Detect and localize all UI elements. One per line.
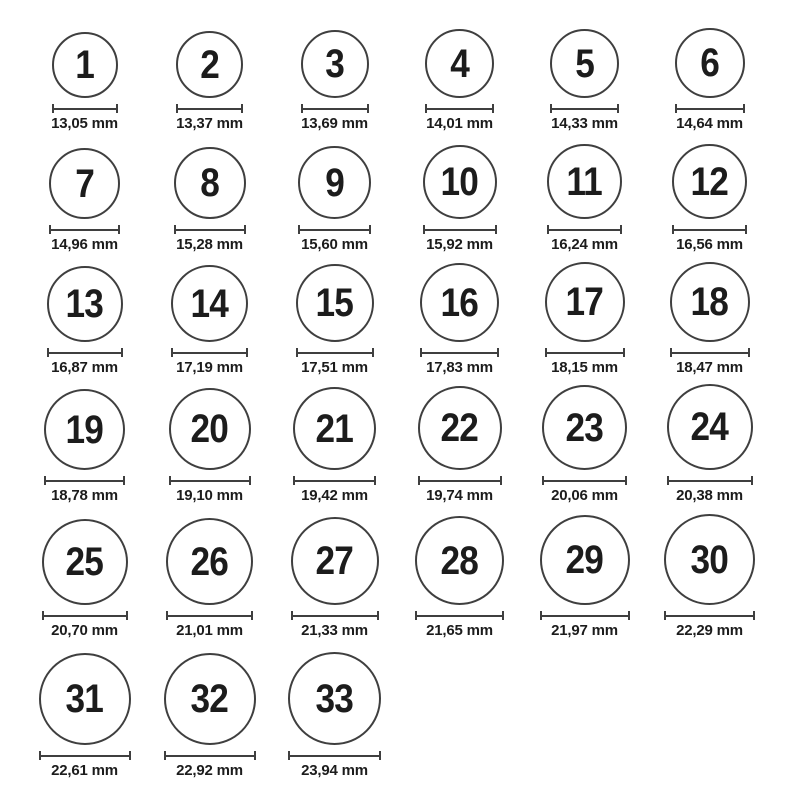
ring-size-number: 9 <box>325 160 344 205</box>
ring-circle <box>44 389 125 470</box>
ring-size-item <box>272 387 397 504</box>
ring-circle <box>174 147 246 219</box>
ring-size-number: 4 <box>450 41 469 86</box>
diameter-measure-line <box>49 225 120 234</box>
diameter-label: 20,70 mm <box>51 622 118 639</box>
diameter-measure-line <box>42 611 128 620</box>
diameter-label: 18,78 mm <box>51 487 118 504</box>
ring-circle <box>169 388 251 470</box>
ring-size-item <box>647 514 772 639</box>
diameter-label: 16,56 mm <box>676 236 743 253</box>
ring-size-number: 32 <box>190 677 229 721</box>
diameter-measure-line <box>550 104 619 113</box>
ring-size-number: 1 <box>75 43 94 87</box>
diameter-label: 17,83 mm <box>426 359 493 376</box>
ring-circle <box>425 29 494 98</box>
diameter-measure-line <box>301 104 369 113</box>
chart-row <box>22 639 800 779</box>
ring-size-item <box>397 386 522 504</box>
ring-circle <box>675 28 745 98</box>
diameter-measure-line <box>293 476 376 485</box>
ring-size-item <box>147 653 272 779</box>
diameter-measure-line <box>169 476 251 485</box>
ring-size-item <box>397 516 522 639</box>
diameter-measure-line <box>164 751 256 760</box>
ring-size-number: 29 <box>565 538 604 582</box>
diameter-measure-line <box>425 104 494 113</box>
diameter-label: 21,65 mm <box>426 622 493 639</box>
ring-size-item <box>272 146 397 253</box>
chart-row <box>22 253 800 376</box>
ring-size-number: 3 <box>325 42 344 86</box>
ring-circle <box>415 516 504 605</box>
ring-size-item <box>272 264 397 376</box>
diameter-label: 13,05 mm <box>51 115 118 132</box>
ring-size-item <box>22 266 147 376</box>
ring-circle <box>164 653 256 745</box>
diameter-measure-line <box>288 751 381 760</box>
ring-size-number: 20 <box>190 407 229 451</box>
diameter-label: 22,29 mm <box>676 622 743 639</box>
ring-size-item <box>397 263 522 376</box>
diameter-measure-line <box>47 348 123 357</box>
ring-circle <box>291 517 379 605</box>
diameter-label: 13,37 mm <box>176 115 243 132</box>
ring-size-number: 31 <box>65 677 104 721</box>
diameter-label: 21,97 mm <box>551 622 618 639</box>
diameter-measure-line <box>547 225 622 234</box>
ring-size-number: 2 <box>200 42 219 87</box>
ring-size-item <box>647 28 772 132</box>
diameter-measure-line <box>540 611 630 620</box>
ring-size-item <box>647 262 772 376</box>
ring-size-item <box>22 389 147 504</box>
ring-size-item <box>522 515 647 639</box>
ring-size-item <box>397 145 522 253</box>
diameter-label: 15,60 mm <box>301 236 368 253</box>
diameter-label: 14,01 mm <box>426 115 493 132</box>
ring-size-item <box>272 652 397 779</box>
ring-size-item <box>647 144 772 253</box>
diameter-measure-line <box>291 611 379 620</box>
ring-size-number: 8 <box>200 161 219 205</box>
diameter-measure-line <box>545 348 625 357</box>
ring-size-item <box>397 29 522 132</box>
diameter-measure-line <box>166 611 253 620</box>
diameter-measure-line <box>298 225 371 234</box>
ring-size-item <box>22 32 147 132</box>
ring-size-number: 5 <box>575 41 594 86</box>
diameter-label: 16,24 mm <box>551 236 618 253</box>
ring-circle <box>670 262 750 342</box>
ring-circle <box>293 387 376 470</box>
diameter-label: 14,33 mm <box>551 115 618 132</box>
diameter-measure-line <box>176 104 243 113</box>
ring-size-item <box>22 519 147 639</box>
ring-size-number: 28 <box>440 538 479 583</box>
diameter-label: 19,74 mm <box>426 487 493 504</box>
diameter-measure-line <box>667 476 753 485</box>
ring-circle <box>288 652 381 745</box>
diameter-label: 16,87 mm <box>51 359 118 376</box>
ring-circle <box>420 263 499 342</box>
ring-circle <box>542 385 627 470</box>
ring-size-item <box>147 518 272 639</box>
ring-size-item <box>522 385 647 504</box>
ring-size-item <box>22 653 147 779</box>
diameter-label: 15,92 mm <box>426 236 493 253</box>
ring-circle <box>166 518 253 605</box>
ring-circle <box>672 144 747 219</box>
ring-size-item <box>522 262 647 376</box>
diameter-label: 14,64 mm <box>676 115 743 132</box>
ring-size-number: 30 <box>690 537 729 582</box>
ring-size-number: 14 <box>190 281 229 326</box>
ring-size-number: 25 <box>65 540 104 584</box>
diameter-label: 17,19 mm <box>176 359 243 376</box>
ring-circle <box>545 262 625 342</box>
diameter-label: 20,06 mm <box>551 487 618 504</box>
ring-circle <box>667 384 753 470</box>
diameter-measure-line <box>542 476 627 485</box>
ring-circle <box>296 264 374 342</box>
ring-size-item <box>272 30 397 132</box>
diameter-label: 21,01 mm <box>176 622 243 639</box>
diameter-label: 19,10 mm <box>176 487 243 504</box>
ring-circle <box>301 30 369 98</box>
diameter-label: 23,94 mm <box>301 762 368 779</box>
ring-size-number: 33 <box>315 676 354 721</box>
ring-circle <box>664 514 755 605</box>
ring-circle <box>42 519 128 605</box>
diameter-label: 13,69 mm <box>301 115 368 132</box>
diameter-measure-line <box>675 104 745 113</box>
chart-row <box>22 8 800 132</box>
chart-row <box>22 376 800 504</box>
ring-size-item <box>147 388 272 504</box>
ring-size-number: 7 <box>75 161 94 206</box>
ring-circle <box>550 29 619 98</box>
ring-size-number: 18 <box>690 280 729 324</box>
ring-size-item <box>522 144 647 253</box>
ring-size-item <box>147 31 272 132</box>
diameter-measure-line <box>415 611 504 620</box>
ring-circle <box>547 144 622 219</box>
diameter-measure-line <box>672 225 747 234</box>
ring-size-number: 27 <box>315 539 354 583</box>
ring-size-item <box>522 29 647 132</box>
diameter-label: 18,15 mm <box>551 359 618 376</box>
ring-size-number: 12 <box>690 159 729 204</box>
ring-circle <box>423 145 497 219</box>
diameter-label: 22,61 mm <box>51 762 118 779</box>
ring-circle <box>52 32 118 98</box>
ring-size-number: 15 <box>315 281 354 325</box>
ring-size-number: 11 <box>566 159 603 204</box>
diameter-measure-line <box>664 611 755 620</box>
ring-circle <box>49 148 120 219</box>
diameter-measure-line <box>670 348 750 357</box>
diameter-measure-line <box>44 476 125 485</box>
diameter-label: 21,33 mm <box>301 622 368 639</box>
ring-circle <box>171 265 248 342</box>
diameter-measure-line <box>418 476 502 485</box>
ring-size-item <box>147 147 272 253</box>
diameter-measure-line <box>174 225 246 234</box>
ring-size-number: 17 <box>565 280 604 324</box>
diameter-label: 18,47 mm <box>676 359 743 376</box>
diameter-label: 20,38 mm <box>676 487 743 504</box>
ring-circle <box>540 515 630 605</box>
ring-size-number: 19 <box>65 407 104 452</box>
ring-size-item <box>647 384 772 504</box>
ring-size-number: 10 <box>440 160 479 204</box>
ring-circle <box>418 386 502 470</box>
diameter-measure-line <box>296 348 374 357</box>
ring-circle <box>47 266 123 342</box>
diameter-label: 22,92 mm <box>176 762 243 779</box>
ring-size-item <box>272 517 397 639</box>
ring-circle <box>298 146 371 219</box>
diameter-label: 17,51 mm <box>301 359 368 376</box>
ring-size-number: 24 <box>690 405 729 449</box>
ring-size-number: 22 <box>440 406 479 450</box>
ring-size-number: 26 <box>190 539 229 584</box>
ring-size-item <box>22 148 147 253</box>
ring-circle <box>39 653 131 745</box>
ring-size-number: 16 <box>440 280 479 325</box>
diameter-measure-line <box>171 348 248 357</box>
diameter-label: 14,96 mm <box>51 236 118 253</box>
diameter-label: 19,42 mm <box>301 487 368 504</box>
ring-size-number: 21 <box>315 406 354 451</box>
chart-row <box>22 132 800 253</box>
ring-size-item <box>147 265 272 376</box>
diameter-measure-line <box>423 225 497 234</box>
ring-circle <box>176 31 243 98</box>
diameter-measure-line <box>420 348 499 357</box>
diameter-label: 15,28 mm <box>176 236 243 253</box>
chart-row <box>22 504 800 639</box>
ring-size-number: 6 <box>700 41 719 85</box>
diameter-measure-line <box>52 104 118 113</box>
ring-size-number: 13 <box>65 282 104 326</box>
ring-size-number: 23 <box>565 405 604 450</box>
diameter-measure-line <box>39 751 131 760</box>
